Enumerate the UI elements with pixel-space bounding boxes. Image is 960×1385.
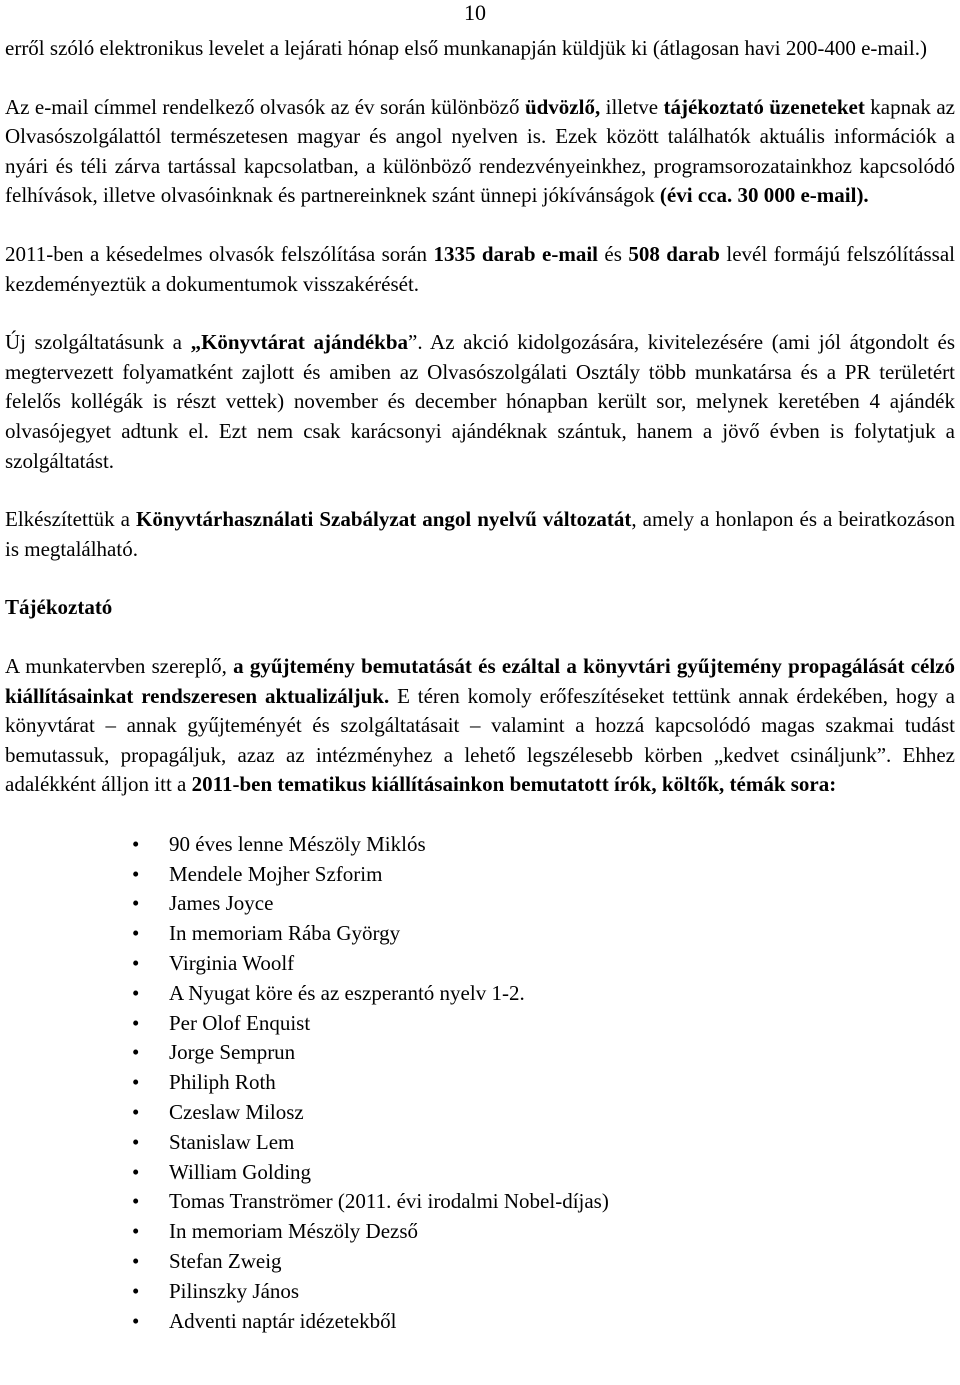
bullet-icon: •: [132, 1100, 140, 1125]
list-item-text: Stefan Zweig: [169, 1249, 282, 1274]
bullet-icon: •: [132, 1308, 140, 1333]
list-item-text: Stanislaw Lem: [169, 1129, 295, 1154]
paragraph-overdue-reminders: [5, 240, 955, 299]
text: és: [598, 241, 629, 266]
list-item: [5, 1128, 955, 1158]
list-item: [5, 1217, 955, 1247]
bullet-icon: •: [132, 1189, 140, 1214]
list-item-text: Virginia Woolf: [169, 951, 295, 976]
paragraph-exhibitions: [5, 652, 955, 800]
bullet-icon: •: [132, 891, 140, 916]
bullet-icon: •: [132, 1040, 140, 1065]
exhibition-list: [5, 830, 955, 1337]
bullet-icon: •: [132, 1159, 140, 1184]
list-item-text: Pilinszky János: [169, 1278, 300, 1303]
text: Új szolgáltatásunk a: [5, 330, 191, 355]
list-item-text: A Nyugat köre és az eszperantó nyelv 1-2.: [169, 980, 525, 1005]
bullet-icon: •: [132, 1249, 140, 1274]
list-item: [5, 979, 955, 1009]
paragraph-greeting-messages: [5, 93, 955, 211]
bullet-icon: •: [132, 831, 140, 856]
list-item: [5, 1038, 955, 1068]
text: E téren komoly erőfeszítéseket tettünk annak érdekében, hogy a könyvtárat – annak gyűjteményét és szolgáltatásait – valamint a hozzá kapcsolódó magas szakmai tudást bemutassuk, propagáljuk, azaz az intézményhez a lehető legszélesebb körben „kedvet csináljunk”. Ehhez adalékként álljon itt a: [5, 683, 955, 797]
bullet-icon: •: [132, 951, 140, 976]
page-number: 10: [464, 0, 486, 25]
list-item-text: In memoriam Rába György: [169, 921, 401, 946]
bold-text: (évi cca. 30 000 e-mail).: [659, 183, 869, 208]
list-item: [5, 949, 955, 979]
list-item: [5, 1187, 955, 1217]
list-item: [5, 1277, 955, 1307]
list-item: [5, 1009, 955, 1039]
text: A munkatervben szereplő,: [5, 653, 234, 678]
bold-text: 2011-ben tematikus kiállításainkon bemutatott írók, költők, témák sora:: [191, 772, 837, 797]
list-item-text: Per Olof Enquist: [169, 1010, 311, 1035]
bullet-icon: •: [132, 1129, 140, 1154]
list-item: [5, 860, 955, 890]
section-heading: Tájékoztató: [5, 595, 113, 620]
spacer: [5, 64, 955, 93]
bold-text: „Könyvtárat ajándékba: [190, 330, 409, 355]
spacer: [5, 299, 955, 328]
paragraph-rules-english: [5, 505, 955, 564]
list-item: [5, 1307, 955, 1337]
text: levél formájú felszólítással kezdeményeztük a dokumentumok visszakérését.: [5, 241, 955, 296]
list-item-text: Mendele Mojher Szforim: [169, 861, 383, 886]
list-item: [5, 889, 955, 919]
bullet-icon: •: [132, 921, 140, 946]
spacer: [5, 623, 955, 652]
paragraph-email-notices: [5, 34, 955, 64]
list-item: [5, 919, 955, 949]
text: , amely a honlapon és a beiratkozáson is megtalálható.: [5, 507, 955, 561]
spacer: [5, 476, 955, 505]
text: illetve: [600, 94, 664, 119]
bold-text: 508 darab: [628, 241, 720, 266]
list-item-text: William Golding: [169, 1159, 312, 1184]
list-item: [5, 1068, 955, 1098]
list-item-text: In memoriam Mészöly Dezső: [169, 1219, 419, 1244]
bullet-icon: •: [132, 1010, 140, 1035]
list-item-text: Adventi naptár idézetekből: [169, 1308, 397, 1333]
bold-text: üdvözlő,: [524, 94, 601, 119]
list-item: [5, 1247, 955, 1277]
list-item: [5, 1158, 955, 1188]
text: Elkészítettük a: [5, 507, 136, 532]
text: kapnak az Olvasószolgálattól természetesen magyar és angol nyelven is. Ezek között találhatók aktuális információk a nyári és téli zárva tartással kapcsolatban, a különböző rendezvényeinkhez, programsorozatainkhoz kapcsolódó felhívások, illetve olvasóinknak és partnereinknek szánt ünnepi jókívánságok: [5, 94, 955, 208]
text: 2011-ben a késedelmes olvasók felszólítása során: [5, 241, 434, 266]
list-item-text: 90 éves lenne Mészöly Miklós: [169, 831, 426, 856]
text: Az e-mail címmel rendelkező olvasók az év során különböző: [5, 94, 525, 119]
bullet-icon: •: [132, 1278, 140, 1303]
text: erről szóló elektronikus levelet a lejárati hónap első munkanapján küldjük ki (átlagosan havi 200-400 e-mail.): [5, 36, 927, 60]
bold-text: tájékoztató üzeneteket: [663, 94, 865, 119]
list-item: [5, 830, 955, 860]
bold-text: a gyűjtemény bemutatását és ezáltal a könyvtári gyűjtemény propagálását célzó kiállításainkat rendszeresen aktualizáljuk.: [5, 653, 956, 708]
list-item-text: Tomas Tranströmer (2011. évi irodalmi Nobel-díjas): [169, 1189, 609, 1214]
bold-text: 1335 darab e-mail: [433, 241, 598, 266]
list-item-text: James Joyce: [169, 891, 274, 916]
text: ”. Az akció kidolgozására, kivitelezésére (ami jól átgondolt és megtervezett folyamatként zajlott és amiben az Olvasószolgálati Osztály több munkatársa és a PR területért felelős kollégák is részt vettek) november és december hónapban került sor, melynek keretében 4 ajándék olvasójegyet adtunk el. Ezt nem csak karácsonyi ajándéknak szántuk, hanem a jövő évben is folytatjuk a szolgáltatást.: [5, 330, 955, 473]
paragraph-gift-service: [5, 328, 955, 476]
document-body: [5, 34, 955, 1336]
bullet-icon: •: [132, 980, 140, 1005]
bold-text: Könyvtárhasználati Szabályzat angol nyelvű változatát: [136, 507, 632, 532]
bullet-icon: •: [132, 861, 140, 886]
list-item-text: Czeslaw Milosz: [169, 1100, 304, 1125]
bullet-icon: •: [132, 1070, 140, 1095]
list-item: [5, 1098, 955, 1128]
spacer: [5, 211, 955, 240]
bullet-icon: •: [132, 1219, 140, 1244]
list-item-text: Philiph Roth: [169, 1070, 276, 1095]
spacer: [5, 564, 955, 593]
list-item-text: Jorge Semprun: [169, 1040, 296, 1065]
